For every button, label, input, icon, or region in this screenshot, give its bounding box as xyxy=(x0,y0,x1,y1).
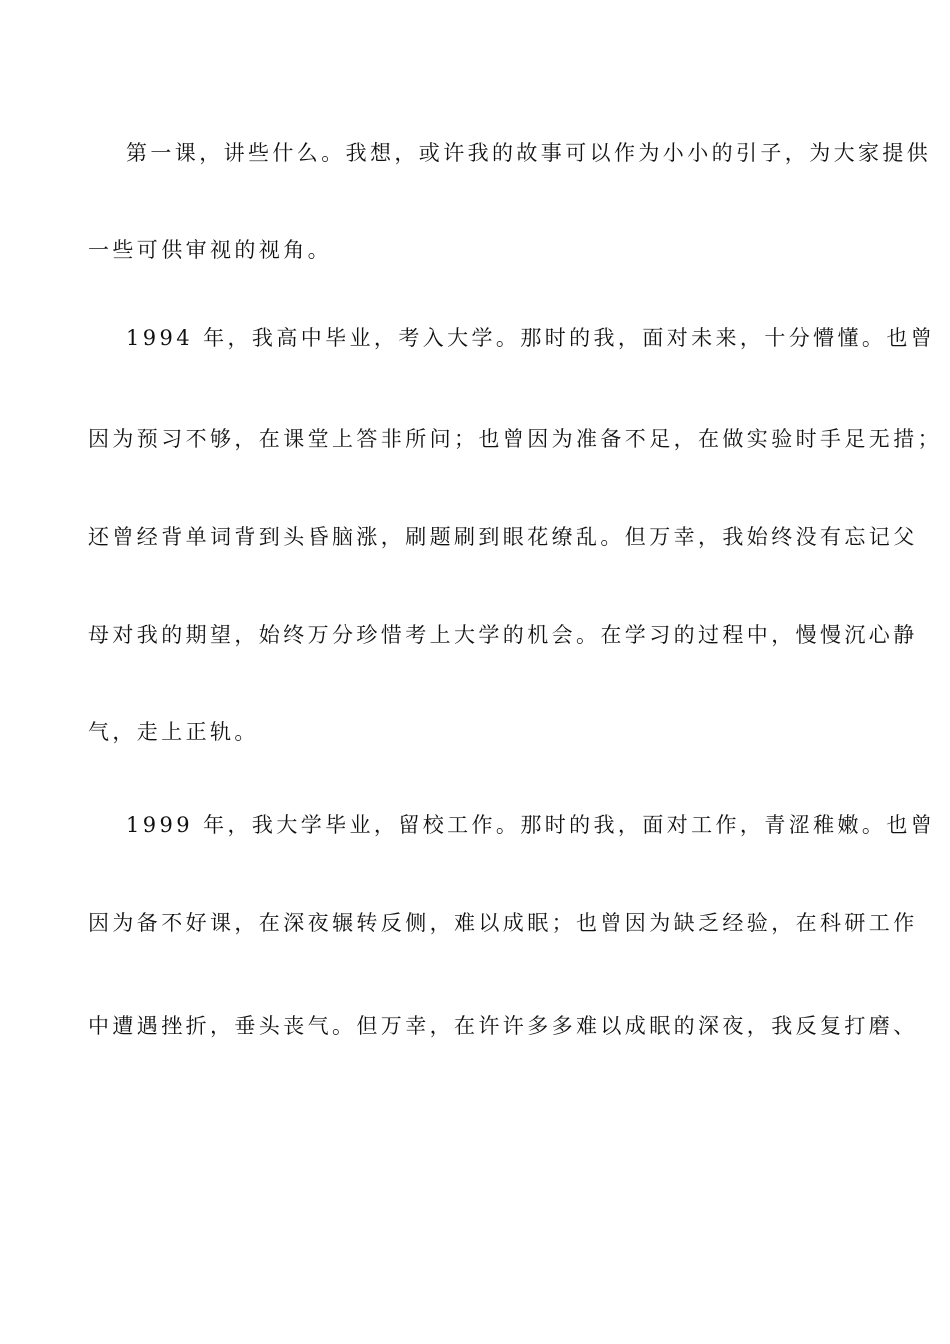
paragraph-2-line-5: 气，走上正轨。 xyxy=(88,720,259,744)
paragraph-1-line-1: 第一课，讲些什么。我想，或许我的故事可以作为小小的引子，为大家提供 xyxy=(126,141,932,165)
paragraph-2-line-4: 母对我的期望，始终万分珍惜考上大学的机会。在学习的过程中，慢慢沉心静 xyxy=(88,623,918,647)
paragraph-3-line-2: 因为备不好课，在深夜辗转反侧，难以成眠；也曾因为缺乏经验，在科研工作 xyxy=(88,911,918,935)
paragraph-3-line-3: 中遭遇挫折，垂头丧气。但万幸，在许许多多难以成眠的深夜，我反复打磨、 xyxy=(88,1014,918,1038)
paragraph-1-line-2: 一些可供审视的视角。 xyxy=(88,238,332,262)
paragraph-2-line-1: 1994 年，我高中毕业，考入大学。那时的我，面对未来，十分懵懂。也曾 xyxy=(126,326,936,350)
paragraph-2-line-2: 因为预习不够，在课堂上答非所问；也曾因为准备不足，在做实验时手足无措； xyxy=(88,427,942,451)
paragraph-3-line-1: 1999 年，我大学毕业，留校工作。那时的我，面对工作，青涩稚嫩。也曾 xyxy=(126,813,936,837)
paragraph-2-line-3: 还曾经背单词背到头昏脑涨，刷题刷到眼花缭乱。但万幸，我始终没有忘记父 xyxy=(88,525,918,549)
